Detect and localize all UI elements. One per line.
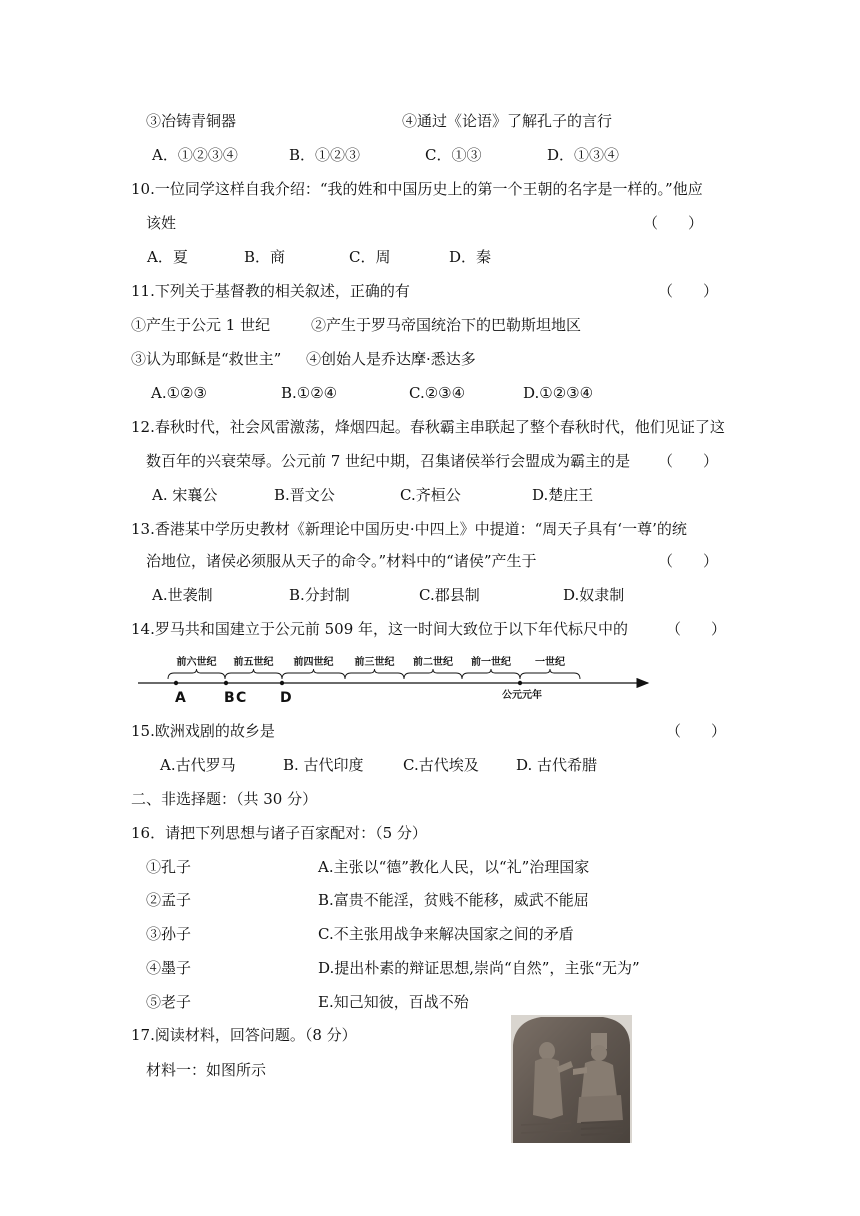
q14-answer-paren: （ ） — [666, 620, 727, 638]
q16-thinker-2: ②孟子 — [146, 891, 192, 909]
century-label: 前一世纪 — [471, 657, 511, 668]
timeline-dot — [518, 681, 522, 685]
century-brace — [404, 669, 462, 679]
q16-idea-e: E.知己知彼，百战不殆 — [318, 993, 469, 1011]
q10-stem-line2: 该姓 — [146, 214, 177, 232]
q15-option-a: A.古代罗马 — [160, 756, 236, 774]
century-label: 前四世纪 — [293, 657, 334, 668]
q10-answer-paren: （ ） — [643, 214, 704, 232]
q11-option-b: B.①②④ — [281, 384, 338, 402]
q12-answer-paren: （ ） — [658, 452, 719, 470]
century-brace — [462, 669, 520, 679]
hammurabi-stele-image — [511, 1015, 632, 1143]
century-brace — [168, 669, 225, 679]
q16-idea-a: A.主张以“德”教化人民，以“礼”治理国家 — [318, 858, 590, 876]
q15-option-c: C.古代埃及 — [403, 756, 479, 774]
q11-option-c: C.②③④ — [409, 384, 466, 402]
timeline-marker-b: B — [224, 690, 235, 705]
century-label: 前二世纪 — [413, 657, 453, 668]
q12-option-a: A. 宋襄公 — [152, 486, 218, 504]
q9-option-a: A．①②③④ — [152, 146, 238, 164]
q12-option-d: D.楚庄王 — [532, 486, 594, 504]
q13-option-c: C.郡县制 — [419, 586, 480, 604]
q9-option-d: D．①③④ — [547, 146, 620, 164]
q14-stem: 14.罗马共和国建立于公元前 509 年，这一时间大致位于以下年代标尺中的 — [131, 620, 629, 638]
q12-stem-line1: 12.春秋时代，社会风雷激荡，烽烟四起。春秋霸主串联起了整个春秋时代，他们见证了这 — [131, 418, 725, 436]
q17-stem: 17.阅读材料，回答问题。（8 分） — [131, 1026, 357, 1044]
q11-item-1: ①产生于公元 1 世纪 — [131, 316, 271, 334]
q13-stem-line2: 治地位，诸侯必须服从天子的命令。”材料中的“诸侯”产生于 — [146, 552, 537, 570]
q11-answer-paren: （ ） — [658, 282, 719, 300]
q16-idea-c: C.不主张用战争来解决国家之间的矛盾 — [318, 925, 574, 943]
q12-option-b: B.晋文公 — [274, 486, 335, 504]
q15-option-d: D. 古代希腊 — [516, 756, 598, 774]
q11-item-4: ④创始人是乔达摩·悉达多 — [306, 350, 476, 368]
century-brace — [345, 669, 404, 679]
timeline-marker-c: C — [236, 690, 247, 705]
q16-thinker-3: ③孙子 — [146, 925, 192, 943]
q9-option-b: B．①②③ — [289, 146, 361, 164]
q11-stem: 11.下列关于基督教的相关叙述，正确的有 — [131, 282, 410, 300]
q15-stem: 15.欧洲戏剧的故乡是 — [131, 722, 275, 740]
century-label: 一世纪 — [535, 657, 565, 668]
timeline-dot — [224, 681, 228, 685]
q9-option-c: C．①③ — [425, 146, 482, 164]
timeline-marker-d: D — [280, 690, 292, 705]
q12-option-c: C.齐桓公 — [400, 486, 461, 504]
century-brace — [520, 669, 580, 679]
century-brace — [225, 669, 282, 679]
q10-option-a: A．夏 — [147, 248, 188, 266]
century-label: 前六世纪 — [176, 657, 217, 668]
q13-option-d: D.奴隶制 — [563, 586, 625, 604]
q11-item-3: ③认为耶稣是“救世主” — [131, 350, 282, 368]
q13-option-b: B.分封制 — [289, 586, 350, 604]
timeline-dot — [174, 681, 178, 685]
section-2-heading: 二、非选择题：（共 30 分） — [131, 790, 318, 808]
q15-answer-paren: （ ） — [666, 722, 727, 740]
century-label: 前五世纪 — [233, 657, 274, 668]
q9-item-3: ③冶铸青铜器 — [146, 112, 237, 130]
q12-stem-line2: 数百年的兴衰荣辱。公元前 7 世纪中期，召集诸侯举行会盟成为霸主的是 — [146, 452, 631, 470]
q10-option-c: C．周 — [349, 248, 391, 266]
q16-stem: 16．请把下列思想与诸子百家配对：（5 分） — [131, 824, 427, 842]
q9-item-4: ④通过《论语》了解孔子的言行 — [402, 112, 613, 130]
q15-option-b: B. 古代印度 — [283, 756, 364, 774]
q10-stem-line1: 10.一位同学这样自我介绍：“我的姓和中国历史上的第一个王朝的名字是一样的。”他应 — [131, 180, 703, 198]
q16-thinker-1: ①孔子 — [146, 858, 192, 876]
q11-option-d: D.①②③④ — [523, 384, 594, 402]
q10-option-b: B．商 — [244, 248, 286, 266]
q13-answer-paren: （ ） — [658, 552, 719, 570]
q16-thinker-5: ⑤老子 — [146, 993, 192, 1011]
q17-material-1: 材料一：如图所示 — [146, 1061, 267, 1079]
q16-idea-b: B.富贵不能淫，贫贱不能移，威武不能屈 — [318, 891, 589, 909]
timeline-marker-a: A — [175, 690, 186, 705]
q10-option-d: D．秦 — [449, 248, 492, 266]
q16-idea-d: D.提出朴素的辩证思想,崇尚“自然”，主张“无为” — [318, 959, 640, 977]
q13-stem-line1: 13.香港某中学历史教材《新理论中国历史·中四上》中提道：“周天子具有‘一尊’的统 — [131, 520, 687, 538]
q11-option-a: A.①②③ — [151, 384, 207, 402]
q13-option-a: A.世袭制 — [152, 586, 213, 604]
century-label: 前三世纪 — [354, 657, 395, 668]
century-brace — [282, 669, 345, 679]
q16-thinker-4: ④墨子 — [146, 959, 192, 977]
timeline-ruler — [130, 645, 660, 705]
timeline-origin-label: 公元元年 — [502, 690, 542, 701]
timeline-dot — [280, 681, 284, 685]
q11-item-2: ②产生于罗马帝国统治下的巴勒斯坦地区 — [311, 316, 582, 334]
